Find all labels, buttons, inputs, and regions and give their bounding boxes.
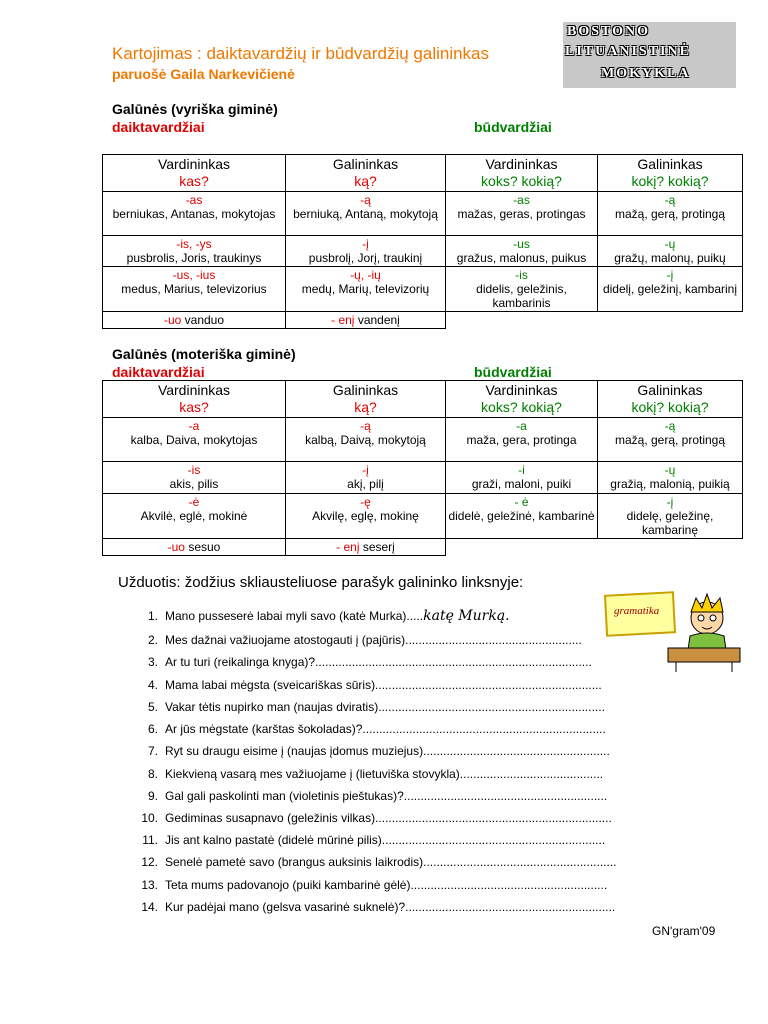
table-cell: -uo vanduo [103, 312, 286, 329]
school-logo [563, 22, 736, 88]
table-header-row [103, 155, 743, 192]
table-cell: -ę Akvilę, eglę, mokinę [286, 494, 446, 539]
table-cell: - ė didelė, geležinė, kambarinė [446, 494, 598, 539]
exercise-item: 13. Teta mums padovanojo (puiki kambarinė gėlė)........................................................... [141, 878, 608, 892]
table-cell: - enį vandenį [286, 312, 446, 329]
table-header-row [103, 381, 743, 418]
table-cell: -as mažas, geras, protingas [446, 192, 598, 236]
exercise-item: 5. Vakar tėtis nupirko man (naujas dviratis).................................................................... [147, 700, 605, 714]
exercise-item: 8. Kiekvieną vasarą mes važiuojame į (lietuviška stovykla)........................................... [147, 767, 604, 781]
table-cell: -ų, -ių medų, Marių, televizorių [286, 267, 446, 312]
exercise-item: 4. Mama labai mėgsta (sveicariškas sūris).................................................................... [147, 678, 602, 692]
table-cell: -į akį, pilį [286, 462, 446, 494]
exercise-item: 7. Ryt su draugu eisime į (naujas įdomus muziejus)........................................................ [147, 744, 610, 758]
table-row [103, 494, 743, 539]
table-cell: -a kalba, Daiva, mokytojas [103, 418, 286, 462]
empty-cell [446, 312, 598, 329]
section2-right-label: būdvardžiai [474, 364, 552, 380]
header-cell: Galininkas kokį? kokią? [598, 155, 743, 192]
table-cell: -a maža, gera, protinga [446, 418, 598, 462]
table-cell: - enį seserį [286, 539, 446, 556]
table-row [103, 539, 743, 556]
table-cell: -uo sesuo [103, 539, 286, 556]
table-cell: -is akis, pilis [103, 462, 286, 494]
page-subtitle: paruošė Gaila Narkevičienė [112, 66, 295, 82]
table-cell: -ą berniuką, Antaną, mokytoją [286, 192, 446, 236]
logo-row-2: LITUANISTINĖ [565, 44, 691, 59]
table-cell: -us gražus, malonus, puikus [446, 236, 598, 267]
table-cell: -į pusbrolį, Jorį, traukinį [286, 236, 446, 267]
empty-cell [446, 539, 598, 556]
header-cell: Galininkas ką? [286, 155, 446, 192]
exercise-item: 3. Ar tu turi (reikalinga knyga)?................................................................................... [147, 655, 592, 669]
feminine-endings-table [102, 380, 743, 556]
exercise-item: 10. Gediminas susapnavo (geležinis vilkas)....................................................................... [141, 811, 612, 825]
table-cell: -ą kalbą, Daivą, mokytoją [286, 418, 446, 462]
exercise-item: 2. Mes dažnai važiuojame atostogauti į (pajūris)..................................................... [147, 633, 582, 647]
exercise-item: 14. Kur padėjai mano (gelsva vasarinė suknelė)?............................................................... [141, 900, 616, 914]
section2-title: Galūnės (moteriška giminė) [112, 346, 296, 362]
logo-row-1: BOSTONO [567, 24, 650, 39]
table-cell: -as berniukas, Antanas, mokytojas [103, 192, 286, 236]
header-cell: Galininkas ką? [286, 381, 446, 418]
header-cell: Vardininkas koks? kokią? [446, 381, 598, 418]
header-cell: Galininkas kokį? kokią? [598, 381, 743, 418]
exercise-item: 12. Senelė pametė savo (brangus auksinis laikrodis).......................................................... [141, 855, 617, 869]
table-cell: -is didelis, geležinis, kambarinis [446, 267, 598, 312]
handwritten-answer: katę Murką. [423, 608, 510, 624]
table-cell: -ė Akvilė, eglė, mokinė [103, 494, 286, 539]
table-row [103, 267, 743, 312]
section1-title: Galūnės (vyriška giminė) [112, 101, 278, 117]
header-cell: Vardininkas koks? kokią? [446, 155, 598, 192]
exercise-item: 11. Jis ant kalno pastatė (didelė mūrinė pilis)................................................................... [142, 833, 606, 847]
header-cell: Vardininkas kas? [103, 155, 286, 192]
task-instruction: Užduotis: žodžius skliausteliuose parašyk galininko linksnyje: [118, 574, 524, 591]
masculine-endings-table [102, 154, 743, 329]
table-cell: -į didelį, geležinį, kambarinį [598, 267, 743, 312]
table-cell: -is, -ys pusbrolis, Joris, traukinys [103, 236, 286, 267]
empty-cell [598, 312, 743, 329]
table-row [103, 312, 743, 329]
table-row [103, 462, 743, 494]
exercise-item: 1. Mano pusseserė labai myli savo (katė Murka).....katę Murką. [147, 608, 510, 624]
section2-left-label: daiktavardžiai [112, 364, 205, 380]
sticker-text: gramatika [614, 605, 660, 617]
table-cell: -us, -ius medus, Marius, televizorius [103, 267, 286, 312]
logo-row-3: MOKYKLA [601, 66, 691, 81]
table-cell: -ų gražų, malonų, puikų [598, 236, 743, 267]
student-cartoon-icon [602, 588, 742, 672]
header-cell: Vardininkas kas? [103, 381, 286, 418]
section1-right-label: būdvardžiai [474, 119, 552, 135]
table-cell: -ų gražią, malonią, puikią [598, 462, 743, 494]
section1-left-label: daiktavardžiai [112, 119, 205, 135]
table-row [103, 192, 743, 236]
exercise-item: 9. Gal gali paskolinti man (violetinis pieštukas)?............................................................. [147, 789, 608, 803]
empty-cell [598, 539, 743, 556]
table-cell: -ą mažą, gerą, protingą [598, 418, 743, 462]
page-title: Kartojimas : daiktavardžių ir būdvardžių galininkas [112, 44, 490, 63]
exercise-item: 6. Ar jūs mėgstate (karštas šokoladas)?......................................................................... [147, 722, 606, 736]
table-row [103, 418, 743, 462]
table-row [103, 236, 743, 267]
footer-credit: GN'gram'09 [652, 924, 716, 938]
table-cell: -į didelę, geležinę, kambarinę [598, 494, 743, 539]
table-cell: -i graži, maloni, puiki [446, 462, 598, 494]
table-cell: -ą mažą, gerą, protingą [598, 192, 743, 236]
